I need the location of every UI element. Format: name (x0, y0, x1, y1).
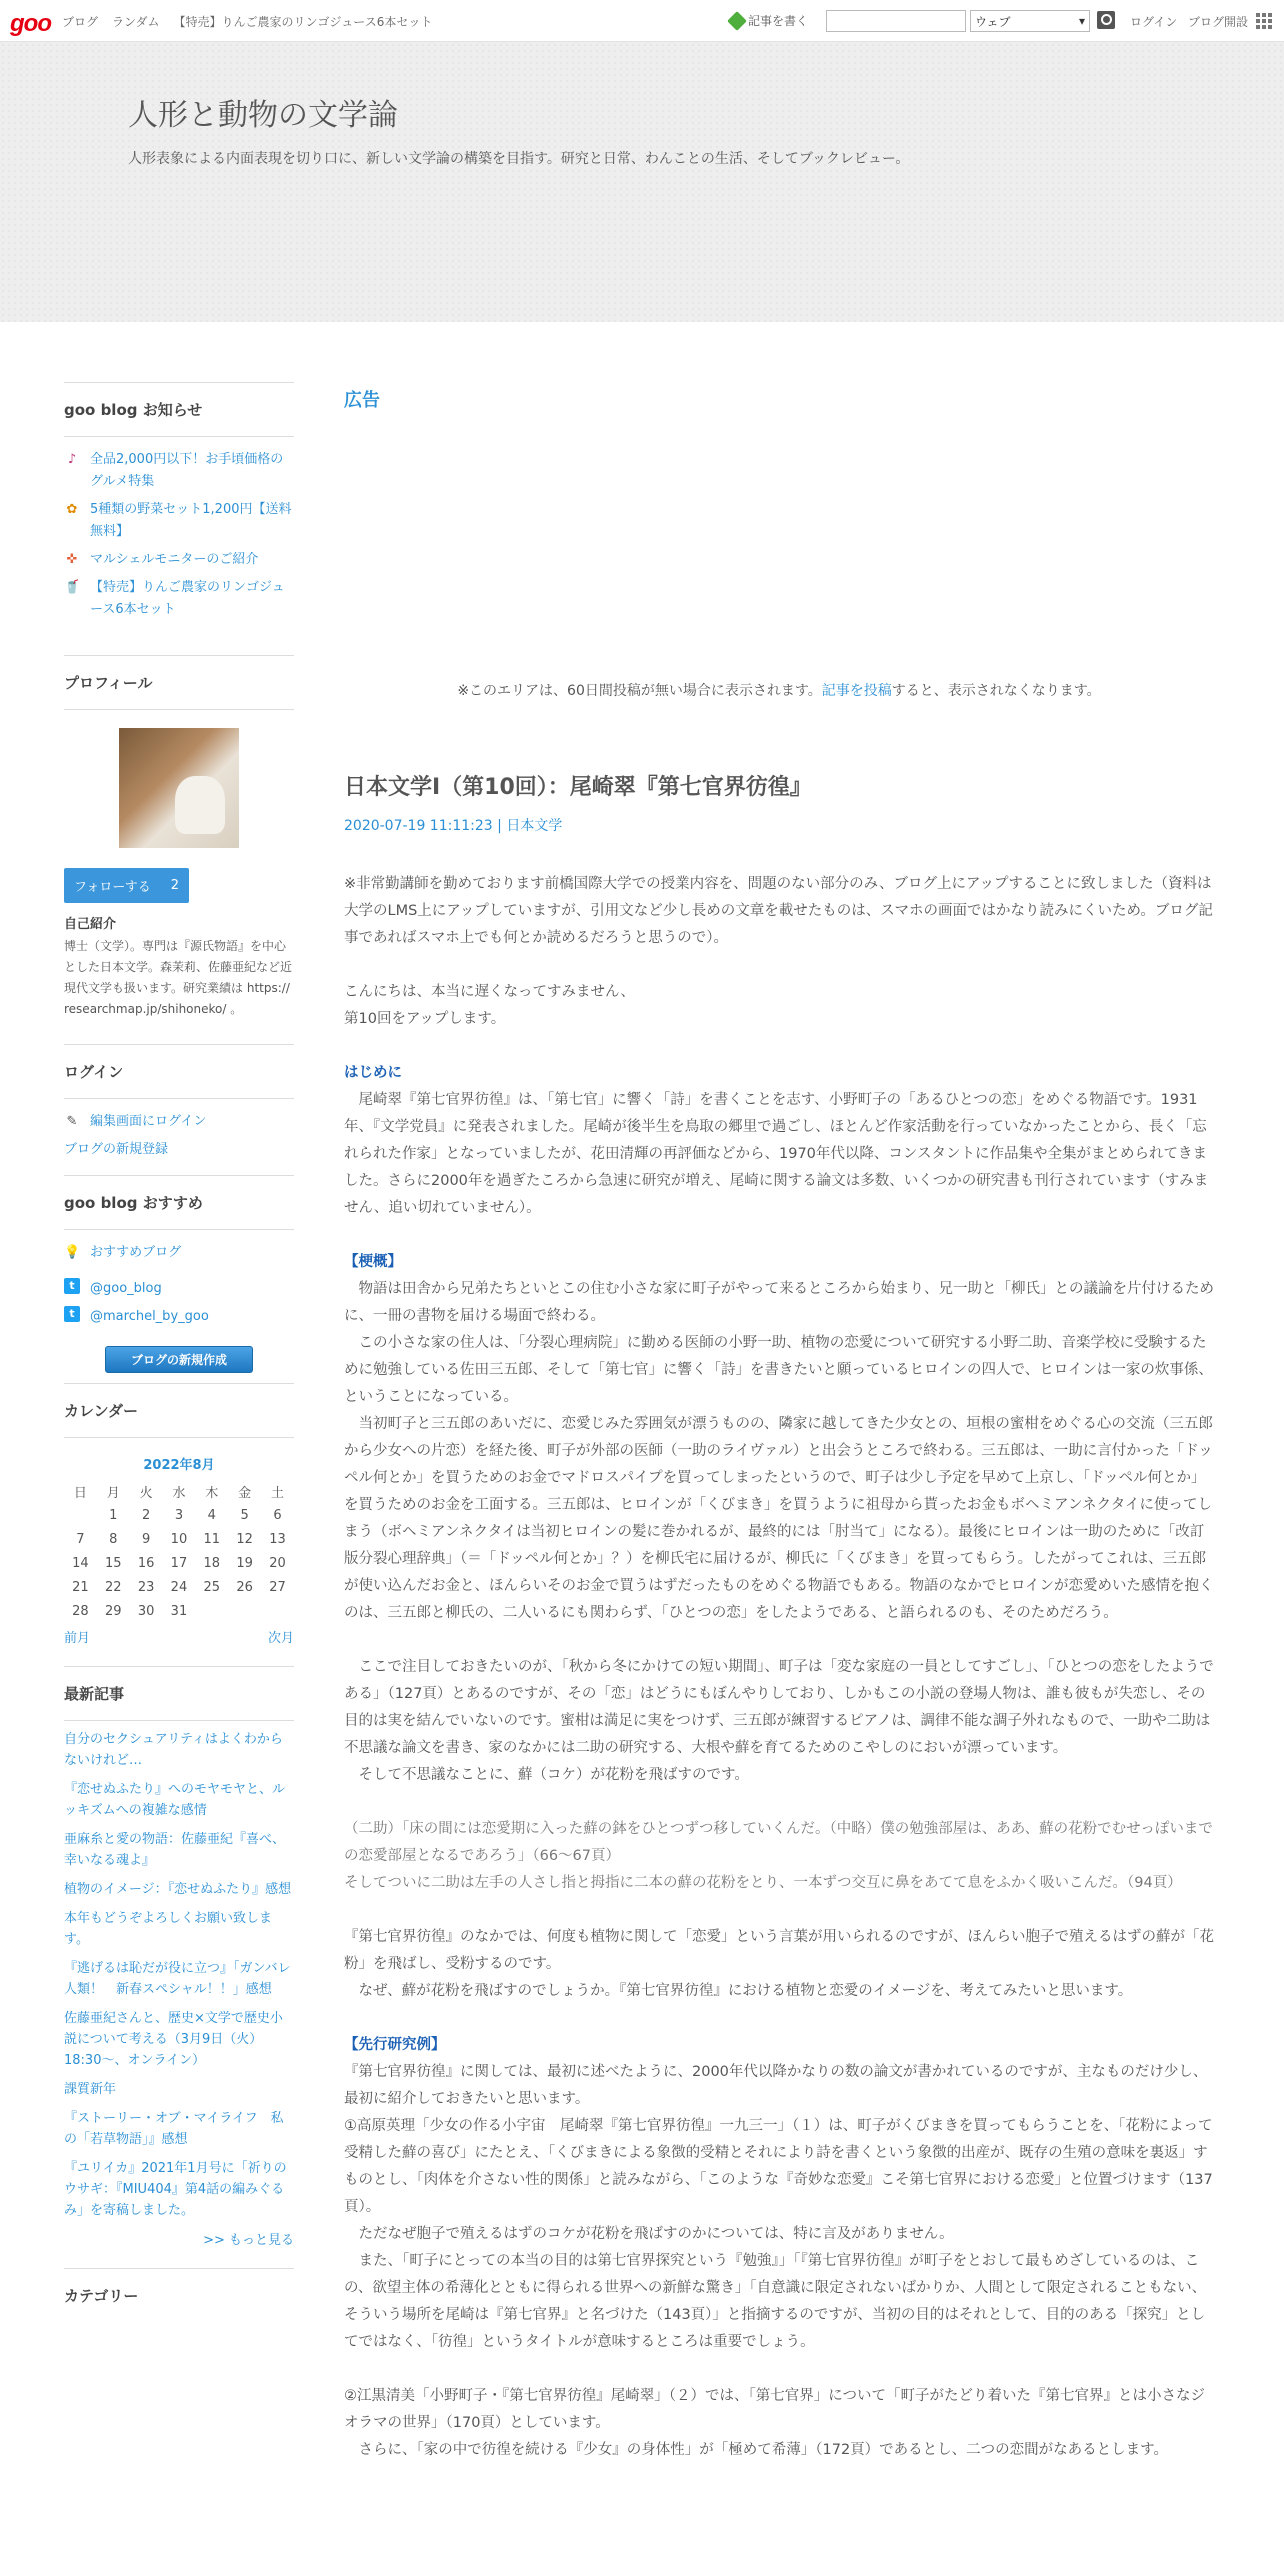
entry-title[interactable]: 日本文学Ⅰ（第10回）：尾崎翠『第七官界彷徨』 (344, 775, 812, 800)
music-note-icon: ♪ (67, 452, 77, 467)
nav-blog-link[interactable]: ブログ (62, 15, 99, 29)
recent-article-link[interactable]: 自分のセクシュアリティはよくわからないけれど… (64, 1732, 283, 1768)
calendar-day: 28 (72, 1603, 89, 1619)
star-icon: ✜ (66, 552, 78, 567)
notice-item[interactable] (64, 499, 294, 543)
calendar-day: 5 (240, 1507, 249, 1523)
notice-section (64, 382, 294, 621)
calendar-nav (64, 1627, 294, 1646)
calendar-weekday: 火 (139, 1485, 153, 1501)
calendar-weekday-row (64, 1479, 294, 1503)
ad-note-text: ※このエリアは、60日間投稿が無い場合に表示されます。 (457, 683, 822, 699)
calendar-day: 8 (109, 1531, 118, 1547)
calendar-day: 11 (203, 1531, 221, 1547)
twitter-icon: t (64, 1278, 80, 1294)
calendar-day (228, 1599, 261, 1623)
intro-text: 博士（文学）。専門は『源氏物語』を中心とした日本文学。森茉莉、佐藤亜紀など近現代文学も扱います。研究業績は https://researchmap.jp/shihoneko/ 。 (64, 939, 293, 1016)
paragraph: 『第七官界彷徨』に関しては、最初に述べたように、2000年代以降かなりの数の論文が書かれているのですが、主なものだけ少し、最初に紹介しておきたいと思います。 (344, 2064, 1208, 2107)
recommend-heading: goo blog おすすめ (64, 1176, 294, 1230)
calendar-weekday: 木 (205, 1485, 219, 1501)
meta-separator: | (492, 818, 507, 834)
recommend-section (64, 1175, 294, 1373)
list-item[interactable] (64, 1879, 294, 1900)
recent-article-link[interactable]: 『逃げるは恥だが役に立つ』「ガンバレ人類！ 新春スペシャル！！」感想 (64, 1961, 291, 1997)
login-item[interactable] (64, 1111, 294, 1133)
calendar-day (261, 1599, 294, 1623)
calendar-weekday: 日 (73, 1485, 87, 1501)
notice-heading: goo blog お知らせ (64, 383, 294, 437)
section-heading-prior-research: 【先行研究例】 (344, 2037, 446, 2053)
recent-article-link[interactable]: 本年もどうぞよろしくお願い致します。 (64, 1911, 273, 1947)
calendar-day: 31 (170, 1603, 188, 1619)
calendar-day (195, 1599, 228, 1623)
calendar-day: 7 (76, 1531, 85, 1547)
ad-note-text: すると、表示されなくなります。 (891, 683, 1101, 699)
goo-logo[interactable]: goo (10, 10, 51, 37)
calendar-day: 10 (170, 1531, 188, 1547)
more-articles-link[interactable]: >> もっと見る (203, 2233, 294, 2248)
recent-list (64, 1721, 294, 2221)
follow-label: フォローする (74, 880, 151, 895)
chevron-down-icon: ▾ (1078, 14, 1085, 28)
calendar-week (64, 1503, 294, 1527)
write-article-link[interactable] (730, 12, 808, 29)
lightbulb-icon: 💡 (64, 1245, 81, 1260)
blog-header (0, 42, 1284, 322)
paragraph: また、「町子にとっての本当の目的は第七官界探究という『勉強』」「『第七官界彷徨』が町子をとおして最もめざしているのは、この、欲望主体の希薄化とともに得られる世界への新鮮な驚き」「自意識に限定されないばかりか、人間として限定されることもない、そういう場所を尾崎は『第七官界』と名づけた（143頁）」と指摘するのですが、当初の目的はそれとして、目的のある「探究」としてではなく、「彷徨」というタイトルが意味するところは重要でしょう。 (344, 2253, 1207, 2350)
nav-promo-link[interactable]: 【特売】りんご農家のリンゴジュース6本セット (173, 15, 433, 29)
apps-grid-icon[interactable] (1256, 13, 1272, 29)
notice-item[interactable] (64, 449, 294, 493)
follow-button[interactable] (64, 868, 189, 903)
calendar-day: 13 (269, 1531, 286, 1547)
recent-heading: 最新記事 (64, 1667, 294, 1721)
paragraph: さらに、「家の中で彷徨を続ける『少女』の身体性」が「極めて希薄」（172頁）であるとし、二つの恋間がなあるとします。 (344, 2442, 1169, 2458)
calendar-day: 16 (137, 1555, 155, 1571)
calendar-week (64, 1551, 294, 1575)
calendar-day: 3 (174, 1507, 184, 1523)
calendar-week (64, 1527, 294, 1551)
recent-article-link[interactable]: 亜麻糸と愛の物語：佐藤亜紀『喜べ、幸いなる魂よ』 (64, 1832, 286, 1868)
calendar-prev-link[interactable]: 前月 (64, 1631, 91, 1646)
entry-body (344, 871, 1214, 2464)
recommend-blog-link[interactable]: おすすめブログ (90, 1245, 182, 1260)
profile-heading: プロフィール (64, 656, 294, 710)
recent-article-link[interactable]: 『ユリイカ』2021年1月号に「祈りのウサギ：『MIU404』第4話の編みぐるみ」を寄稿しました。 (64, 2161, 287, 2218)
quote: そしてついに二助は左手の人さし指と拇指に二本の蘚の花粉をとり、一本ずつ交互に鼻をあてて息をふかく吸いこんだ。（94頁） (344, 1875, 1182, 1891)
recent-article-link[interactable]: 課質新年 (64, 2082, 117, 2097)
list-item[interactable] (64, 1779, 294, 1821)
calendar-day: 26 (236, 1579, 253, 1595)
category-heading: カテゴリー (64, 2287, 139, 2305)
calendar-weekday: 金 (238, 1485, 252, 1501)
flower-icon: ✿ (66, 502, 78, 517)
calendar-table (64, 1479, 294, 1623)
search-button[interactable] (1097, 11, 1115, 29)
sidebar (64, 382, 294, 2322)
new-blog-button[interactable]: ブログの新規作成 (105, 1346, 253, 1373)
twitter-goo-blog-link[interactable]: @goo_blog (90, 1281, 162, 1296)
notice-link[interactable]: 5種類の野菜セット1,200円【送料無料】 (90, 502, 292, 539)
notice-link[interactable]: マルシェルモニターのご紹介 (90, 552, 259, 567)
calendar-day: 14 (72, 1555, 89, 1571)
entry-category-link[interactable]: 日本文学 (506, 818, 563, 834)
notice-link[interactable]: 全品2,000円以下！お手頃価格のグルメ特集 (90, 452, 284, 489)
login-item[interactable] (64, 1139, 294, 1161)
recommend-item[interactable] (64, 1306, 294, 1328)
calendar-heading: カレンダー (64, 1384, 294, 1438)
calendar-day: 9 (141, 1531, 151, 1547)
profile-photo[interactable] (119, 728, 239, 848)
pencil-icon (727, 11, 747, 31)
top-nav-links (62, 13, 432, 30)
ad-heading: 広告 (344, 390, 380, 411)
paragraph: この小さな家の住人は、「分裂心理病院」に勤める医師の小野一助、植物の恋愛について研究する小野二助、音楽学校に受験するために勉強している佐田三五郎、そして「第七官」に響く「詩」を書きたいと願っているヒロインの四人で、ヒロインは一家の炊事係、ということになっている。 (344, 1335, 1213, 1405)
recommend-item[interactable] (64, 1278, 294, 1300)
search-scope-value: ウェブ (975, 14, 1011, 29)
recent-article-link[interactable]: 『恋せぬふたり』へのモヤモヤと、ルッキズムへの複雑な感情 (64, 1782, 286, 1818)
pencil-icon: ✎ (66, 1114, 78, 1129)
search-scope-select[interactable] (970, 10, 1090, 32)
juice-icon: 🥤 (64, 580, 81, 595)
nav-random-link[interactable]: ランダム (112, 15, 160, 29)
twitter-marchel-link[interactable]: @marchel_by_goo (90, 1309, 209, 1324)
calendar-day: 2 (141, 1507, 151, 1523)
paragraph: そして不思議なことに、蘚（コケ）が花粉を飛ばすのです。 (344, 1767, 749, 1783)
login-link[interactable]: ログイン (1130, 15, 1178, 29)
calendar-week (64, 1599, 294, 1623)
notice-item[interactable] (64, 549, 294, 571)
calendar-day: 17 (170, 1555, 188, 1571)
calendar-day: 18 (203, 1555, 221, 1571)
list-item[interactable] (64, 1829, 294, 1871)
login-list (64, 1099, 294, 1161)
calendar-day: 25 (203, 1579, 221, 1595)
write-article-label: 記事を書く (748, 14, 809, 28)
blog-title[interactable]: 人形と動物の文学論 (128, 98, 398, 133)
section-heading-summary: 【梗概】 (344, 1254, 402, 1270)
calendar-day: 12 (236, 1531, 253, 1547)
list-item[interactable] (64, 2079, 294, 2100)
quote: （二助）「床の間には恋愛期に入った蘚の鉢をひとつずつ移していくんだ。（中略）僕の勉強部屋は、ああ、蘚の花粉でむせっぽいまでの恋愛部屋となるであろう」（66～67頁） (344, 1821, 1213, 1864)
calendar-day: 24 (170, 1579, 188, 1595)
calendar-day (64, 1503, 97, 1527)
calendar-day: 27 (269, 1579, 286, 1595)
paragraph: 当初町子と三五郎のあいだに、恋愛じみた雰囲気が漂うものの、隣家に越してきた少女との、垣根の蜜柑をめぐる心の交流（三五郎から少女への片恋）を経た後、町子が外部の医師（一助のライヴァル）と出会うところで終わる。三五郎は、一助に言付かった「ドッペル何とか」を買うためのお金でマドロスパイプを買ってしまったというので、町子は少し予定を早めて上京し、「ドッペル何とか」を買うためのお金を工面する。三五郎は、ヒロインが「くびまき」を買うように祖母から貰ったお金もボヘミアンネクタイに使ってしまう（ボヘミアンネクタイは当初ヒロインの髪に巻かれるが、最終的には「肘当て」になる）。最後にヒロインは一助のために「改訂版分裂心理辞典」（＝「ドッペル何とか」？）を柳氏宅に届けるが、柳氏に「くびまき」を買ってもらう。したがってこれは、三五郎が使い込んだお金と、ほんらいそのお金で買うはずだったものをめぐる物語でもある。物語のなかでヒロインが恋愛めいた感情を抱くのは、三五郎と柳氏の、二人いるにも関わらず、「ひとつの恋」をしたようである、と語られるのも、そのためだろう。 (344, 1416, 1214, 1621)
paragraph: ここで注目しておきたいのが、「秋から冬にかけての短い期間」、町子は「変な家庭の一員としてすごし」、「ひとつの恋をしたようである」（127頁）とあるのですが、その「恋」はどうにもぼんやりしており、しかもこの小説の登場人物は、誰も彼もが失恋し、その目的は実を結んでいないのです。蜜柑は満足に実をつけず、三五郎が練習するピアノは、調律不能な調子外れなもので、一助や二助は不思議な論文を書き、家のなかには二助の研究する、大根や蘚を育てるためのこやしのにおいが漂っています。 (344, 1659, 1214, 1756)
blog-description: 人形表象による内面表現を切り口に、新しい文学論の構築を目指す。研究と日常、わんことの生活、そしてブックレビュー。 (128, 151, 910, 167)
paragraph: ただなぜ胞子で殖えるはずのコケが花粉を飛ばすのかについては、特に言及がありません。 (344, 2226, 954, 2242)
recent-article-link[interactable]: 佐藤亜紀さんと、歴史×文学で歴史小説について考える（3月9日（火）18:30～、オンライン） (64, 2011, 283, 2068)
list-item[interactable] (64, 2158, 294, 2221)
new-register-link[interactable]: ブログの新規登録 (64, 1142, 169, 1157)
intro-heading: 自己紹介 (64, 917, 117, 932)
notice-item[interactable] (64, 577, 294, 621)
paragraph: ②江黒清美「小野町子・『第七官界彷徨』尾崎翠」（２）では、「第七官界」について「町子がたどり着いた『第七官界』とは小さなジオラマの世界」（170頁）としています。 (344, 2388, 1205, 2431)
calendar-next-link[interactable]: 次月 (267, 1631, 294, 1646)
login-heading: ログイン (64, 1045, 294, 1099)
paragraph: 物語は田舎から兄弟たちといとこの住む小さな家に町子がやって来るところから始まり、兄一助と「柳氏」との議論を片付けるために、一冊の書物を届ける場面で終わる。 (344, 1281, 1214, 1324)
paragraph: 尾崎翠『第七官界彷徨』は、「第七官」に響く「詩」を書くことを志す、小野町子の「あるひとつの恋」をめぐる物語です。1931年、『文学党員』に発表されました。尾崎が後半生を鳥取の郷里で過ごし、ほとんど作家活動を行っていなかったことから、長く「忘れられた作家」となっていましたが、花田清輝の再評価などから、1970年代以降、コンスタントに作品集や全集がまとめられてきました。さらに2000年を過ぎたころから急速に研究が増え、尾崎に関する論文は多数、いくつかの研究書も刊行されています（すみません、追い切れていません）。 (344, 1092, 1209, 1216)
ad-note (344, 680, 1214, 700)
calendar-day: 1 (109, 1507, 118, 1523)
calendar-day: 4 (207, 1507, 216, 1523)
search-input[interactable] (826, 10, 966, 32)
notice-list (64, 437, 294, 621)
calendar-day: 21 (72, 1579, 89, 1595)
profile-section (64, 655, 294, 1020)
calendar-day: 30 (137, 1603, 155, 1619)
recommend-item[interactable] (64, 1242, 294, 1264)
calendar-weekday: 月 (106, 1485, 120, 1501)
paragraph: ①高原英理「少女の作る小宇宙 尾崎翠『第七官界彷徨』一九三一」（１）は、町子がくびまきを買ってもらうことを、「花粉によって受精した蘚の喜び」にたとえ、「くびまきによる象徴的受精とそれにより詩を書くという象徴的出産が、既存の生殖の意味を裏返」すものとし、「肉体を介さない性的関係」と読みながら、「このような『奇妙な恋愛』こそ第七官界における恋愛」と位置づけます（137頁）。 (344, 2118, 1213, 2215)
login-section (64, 1044, 294, 1161)
category-section (64, 2268, 294, 2322)
calendar-day: 19 (236, 1555, 253, 1571)
list-item[interactable] (64, 1729, 294, 1771)
recent-article-link[interactable]: 『ストーリー・オブ・マイライフ 私の「若草物語」』感想 (64, 2111, 284, 2147)
calendar-day: 15 (104, 1555, 122, 1571)
main-content (344, 382, 1214, 2464)
calendar-day: 20 (269, 1555, 286, 1571)
list-item[interactable] (64, 2008, 294, 2071)
calendar-week (64, 1575, 294, 1599)
section-heading-intro: はじめに (344, 1065, 402, 1081)
calendar-weekday: 水 (172, 1485, 186, 1501)
calendar-day: 6 (273, 1507, 282, 1523)
entry-meta (344, 815, 1214, 835)
list-item[interactable] (64, 1908, 294, 1950)
entry-date-link[interactable]: 2020-07-19 11:11:23 (344, 818, 493, 834)
recent-section (64, 1666, 294, 2248)
calendar-day: 29 (104, 1603, 122, 1619)
twitter-icon: t (64, 1306, 80, 1322)
recent-article-link[interactable]: 植物のイメージ：『恋せぬふたり』感想 (64, 1882, 292, 1897)
top-navigation-bar (0, 0, 1284, 42)
paragraph: なぜ、蘚が花粉を飛ばすのでしょうか。『第七官界彷徨』における植物と恋愛のイメージを、考えてみたいと思います。 (344, 1983, 1133, 1999)
paragraph: 第10回をアップします。 (344, 1011, 506, 1027)
calendar-day: 22 (104, 1579, 122, 1595)
calendar-section (64, 1383, 294, 1646)
list-item[interactable] (64, 2108, 294, 2150)
notice-link[interactable]: 【特売】りんご農家のリンゴジュース6本セット (90, 580, 285, 617)
recommend-list (64, 1230, 294, 1328)
post-article-link[interactable]: 記事を投稿 (821, 683, 892, 699)
paragraph: 『第七官界彷徨』のなかでは、何度も植物に関して「恋愛」という言葉が用いられるのですが、ほんらい胞子で殖えるはずの蘚が「花粉」を飛ばし、受粉するのです。 (344, 1929, 1214, 1972)
open-blog-link[interactable]: ブログ開設 (1188, 15, 1249, 29)
calendar-month: 2022年8月 (143, 1458, 215, 1473)
calendar-weekday: 土 (271, 1485, 285, 1501)
edit-login-link[interactable]: 編集画面にログイン (90, 1114, 207, 1129)
list-item[interactable] (64, 1958, 294, 2000)
paragraph: こんにちは、本当に遅くなってすみません、 (344, 984, 635, 1000)
follow-count: 2 (170, 878, 179, 893)
calendar-day: 23 (137, 1579, 155, 1595)
paragraph: ※非常勤講師を勤めております前橋国際大学での授業内容を、問題のない部分のみ、ブログ上にアップすることに致しました（資料は大学のLMS上にアップしていますが、引用文など少し長めの文章を載せたものは、スマホの画面ではかなり読みにくいため。ブログ記事であればスマホ上でも何とか読めるだろうと思うので）。 (344, 876, 1213, 946)
